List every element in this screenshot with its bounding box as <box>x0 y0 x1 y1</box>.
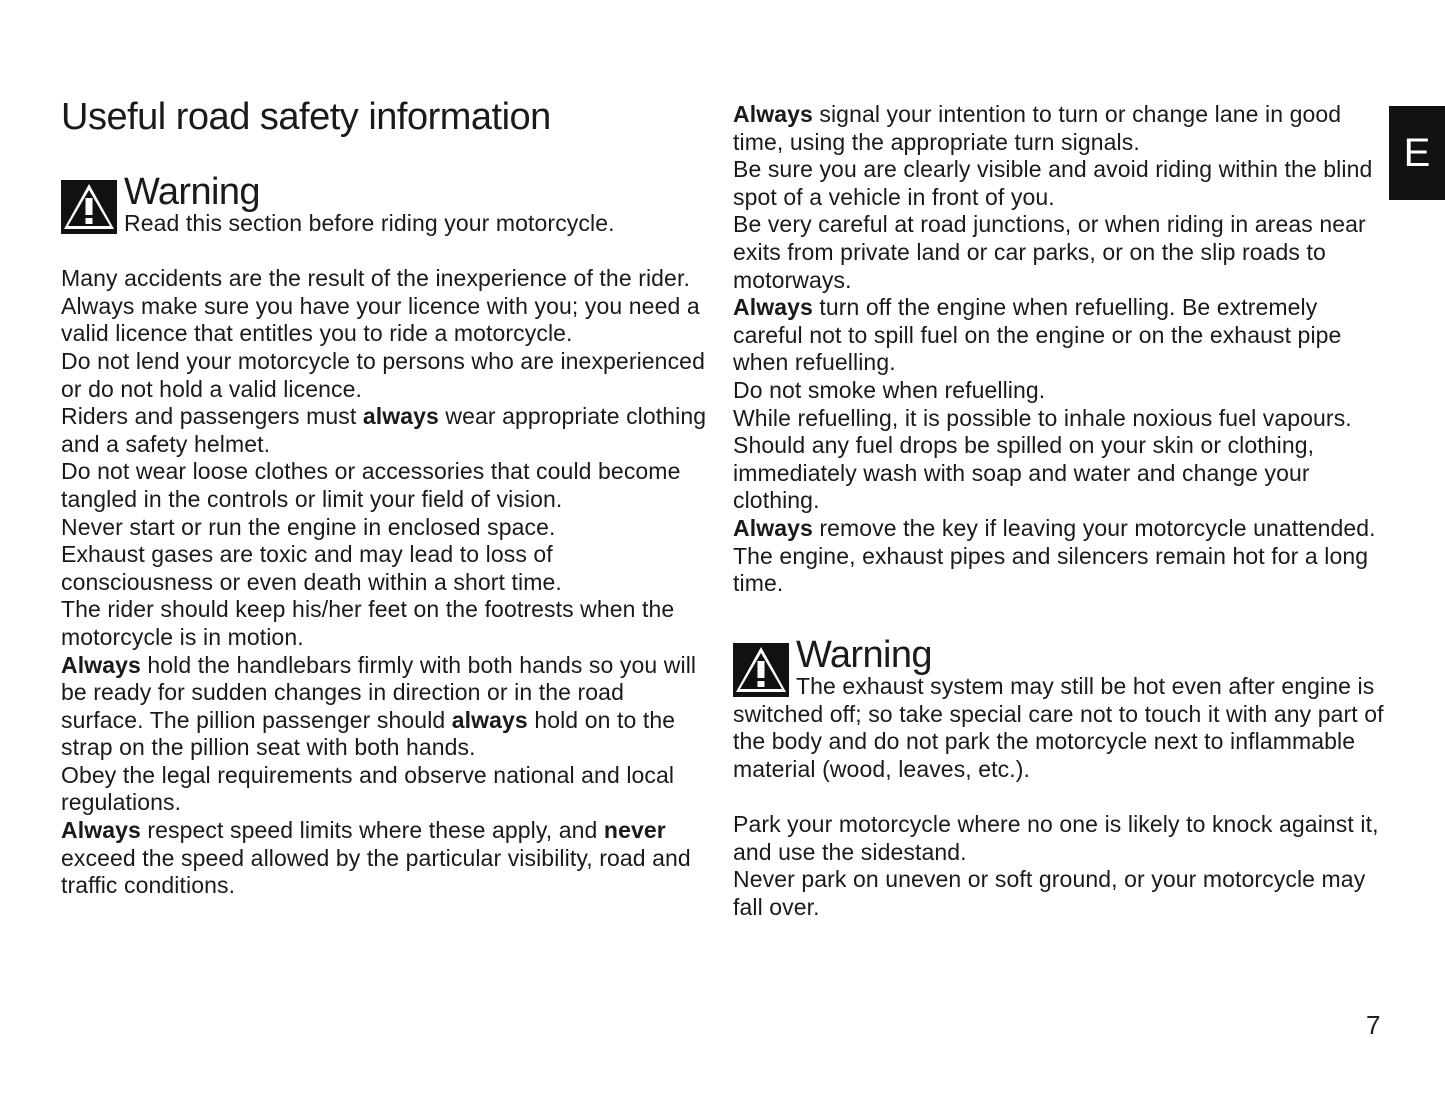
warning-block-1 <box>61 172 711 238</box>
text-span: remove the key if leaving your motorcycle unattended. <box>812 514 1376 541</box>
text-span: The rider should keep his/her feet on the footrests when the motorcycle is in motion. <box>61 596 675 650</box>
paragraph <box>61 762 711 817</box>
paragraph <box>61 817 711 900</box>
text-span: respect speed limits where these apply, and <box>140 817 604 844</box>
paragraph <box>733 101 1388 156</box>
paragraph <box>733 811 1388 866</box>
bold-text: never <box>603 817 666 844</box>
paragraph <box>61 596 711 651</box>
text-span: wear appropriate clothing and a safety helmet. <box>61 403 707 457</box>
warning-heading-1: Warning <box>124 171 260 213</box>
left-body-text <box>61 265 711 900</box>
paragraph <box>61 458 711 513</box>
bold-text: Always <box>61 651 141 678</box>
paragraph <box>61 348 711 403</box>
paragraph <box>733 866 1388 921</box>
warning-text-1: Read this section before riding your motorcycle. <box>124 210 615 236</box>
text-span: Obey the legal requirements and observe national and local regulations. <box>61 761 675 816</box>
text-span: Never start or run the engine in enclosed space. <box>61 513 556 540</box>
text-span: Exhaust gases are toxic and may lead to loss of consciousness or even death within a short time. <box>61 541 562 595</box>
text-span: Many accidents are the result of the inexperience of the rider. Always make sure you have your licence with you; you need a valid licence that entitles you to ride a motorcycle. <box>61 265 700 347</box>
text-span: signal your intention to turn or change lane in good time, using the appropriate turn signals. <box>733 101 1342 155</box>
bold-text: Always <box>733 514 813 541</box>
page-title: Useful road safety information <box>61 96 551 138</box>
text-span: hold the handlebars firmly with both hands so you will be ready for sudden changes in direction or in the road surface. The pillion passenger should <box>61 651 697 733</box>
paragraph <box>733 211 1388 294</box>
paragraph <box>61 265 711 348</box>
text-span: Do not smoke when refuelling. <box>733 376 1046 403</box>
right-column <box>733 101 1388 922</box>
text-span: Do not wear loose clothes or accessories that could become tangled in the controls or limit your field of vision. <box>61 458 681 512</box>
text-span: exceed the speed allowed by the particular visibility, road and traffic conditions. <box>61 844 691 899</box>
text-span: Riders and passengers must <box>61 403 363 430</box>
text-span: Park your motorcycle where no one is likely to knock against it, and use the sidestand. <box>733 811 1379 865</box>
paragraph <box>733 377 1388 405</box>
page-number: 7 <box>1366 1010 1381 1040</box>
bold-text: always <box>362 403 439 430</box>
language-tab: E <box>1389 106 1445 200</box>
right-body-text-after <box>733 811 1388 921</box>
text-span: turn off the engine when refuelling. Be extremely careful not to spill fuel on the engine or on the exhaust pipe when refuelling. <box>733 294 1342 376</box>
paragraph <box>733 543 1388 598</box>
text-span: The engine, exhaust pipes and silencers remain hot for a long time. <box>733 542 1369 597</box>
bold-text: Always <box>61 817 141 844</box>
warning-text-2: The exhaust system may still be hot even after engine is switched off; so take special care not to touch it with any part of the body and do not park the motorcycle next to inflammable material (wood, leaves, etc.). <box>733 673 1384 783</box>
paragraph <box>61 403 711 458</box>
warning-block-2 <box>733 635 1388 783</box>
warning-triangle-icon <box>61 180 117 234</box>
right-body-text <box>733 101 1388 598</box>
warning-heading-2: Warning <box>796 634 932 677</box>
paragraph <box>733 294 1388 377</box>
text-span: Be very careful at road junctions, or when riding in areas near exits from private land or car parks, or on the slip roads to motorways. <box>733 211 1366 293</box>
bold-text: Always <box>733 294 813 321</box>
text-span: Be sure you are clearly visible and avoid riding within the blind spot of a vehicle in front of you. <box>733 156 1373 210</box>
bold-text: Always <box>733 101 813 127</box>
bold-text: always <box>451 706 528 733</box>
left-column <box>61 172 711 900</box>
paragraph <box>733 515 1388 543</box>
paragraph <box>61 652 711 762</box>
text-span: Do not lend your motorcycle to persons who are inexperienced or do not hold a valid licence. <box>61 347 705 402</box>
text-span: Never park on uneven or soft ground, or your motorcycle may fall over. <box>733 866 1366 921</box>
warning-triangle-icon <box>733 643 789 697</box>
paragraph <box>733 156 1388 211</box>
paragraph <box>733 405 1388 515</box>
text-span: While refuelling, it is possible to inhale noxious fuel vapours. Should any fuel drops be spilled on your skin or clothing, immediately wash with soap and water and change your clothing. <box>733 404 1352 514</box>
paragraph <box>61 514 711 542</box>
text-span: hold on to the strap on the pillion seat with both hands. <box>61 706 676 761</box>
paragraph <box>61 541 711 596</box>
